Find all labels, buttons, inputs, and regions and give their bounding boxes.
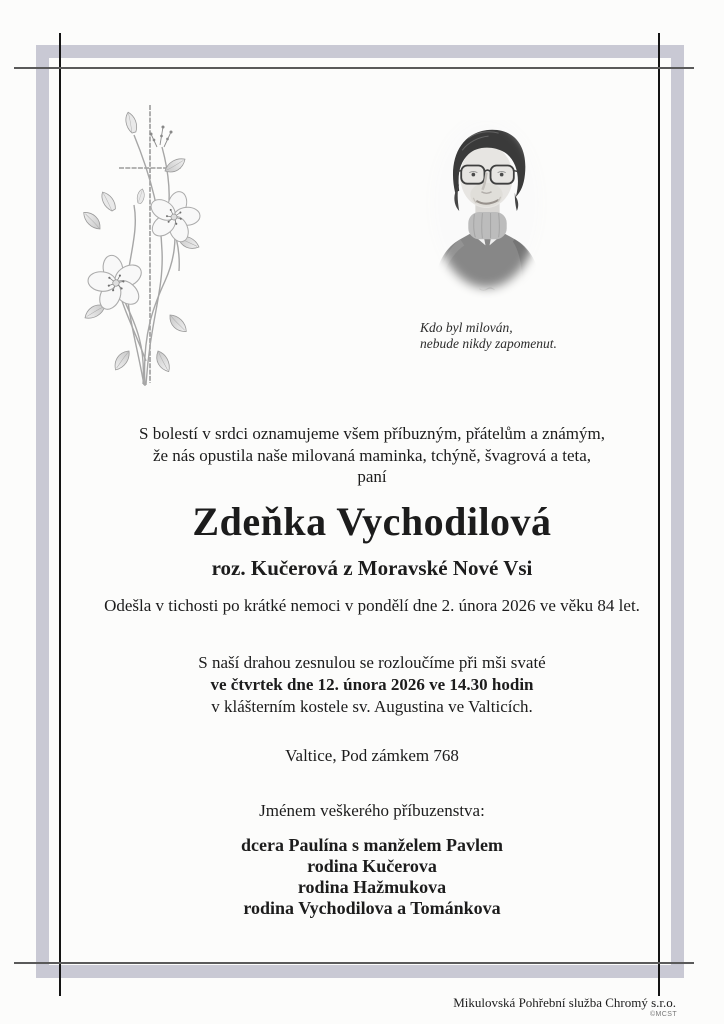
deceased-name: Zdeňka Vychodilová [192,499,552,544]
frame-horizontal-line-top [14,67,694,69]
frame-vertical-line-right [658,33,660,996]
memorial-quote-line1: Kdo byl milován, [420,320,513,335]
frame-horizontal-line-bottom [14,962,694,964]
ceremony-date-time: ve čtvrtek dne 12. února 2026 ve 14.30 hodin [210,675,534,694]
home-address: Valtice, Pod zámkem 768 [285,746,459,765]
announcement-paragraph [87,423,657,488]
memorial-quote-line2: nebude nikdy zapomenut. [420,336,557,351]
family-member: rodina Vychodilova a Tománkova [243,898,501,918]
print-mark: ©MCST [650,1011,677,1018]
family-member: rodina Kučerova [307,856,437,876]
family-member: rodina Hažmukova [297,877,447,897]
ceremony-location: v klášterním kostele sv. Augustina ve Valticích. [211,697,533,716]
passing-statement: Odešla v tichosti po krátké nemoci v pondělí dne 2. února 2026 ve věku 84 let. [104,596,640,615]
family-member: dcera Paulína s manželem Pavlem [241,835,503,855]
announcement-line3: paní [357,467,387,486]
memorial-quote [420,320,640,352]
frame-vertical-line-left [59,33,61,996]
family-members-list [87,835,657,919]
flower-cross-decoration-icon [72,98,222,390]
funeral-home-name: Mikulovská Pohřební služba Chromý s.r.o. [453,995,676,1010]
ceremony-details [87,652,657,718]
deceased-maiden-name: roz. Kučerová z Moravské Nové Vsi [211,556,533,580]
announcement-line1: S bolestí v srdci oznamujeme všem příbuzným, přátelům a známým, [139,424,605,443]
portrait-photo [423,120,551,302]
announcement-line2: že nás opustila naše milovaná maminka, tchýně, švagrová a teta, [152,445,592,465]
ceremony-line1: S naší drahou zesnulou se rozloučíme při mši svaté [198,653,546,672]
family-intro: Jménem veškerého příbuzenstva: [259,801,485,820]
